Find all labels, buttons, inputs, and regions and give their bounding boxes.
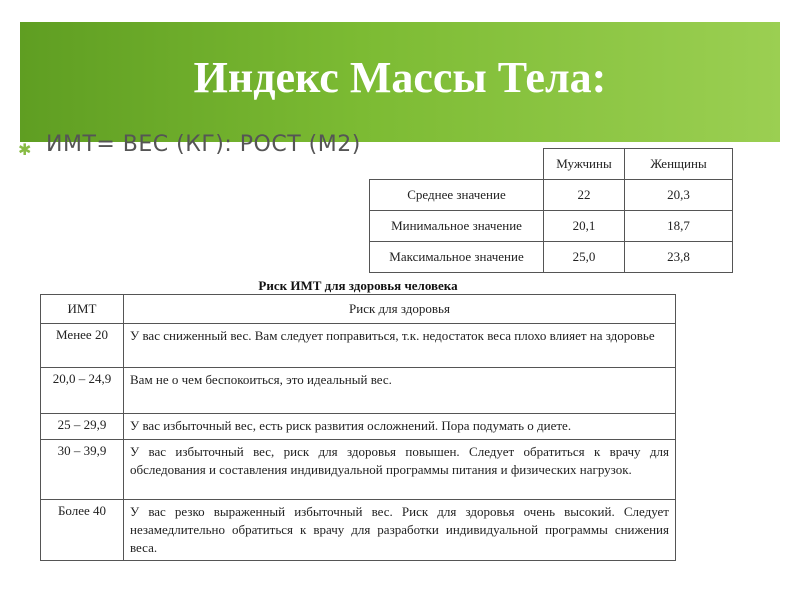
risk-row-bmi: 25 – 29,9 <box>41 414 124 440</box>
stats-row-men: 20,1 <box>544 211 625 242</box>
stats-row-men: 25,0 <box>544 242 625 273</box>
stats-table <box>369 148 733 273</box>
risk-header-bmi: ИМТ <box>41 295 124 324</box>
stats-row-men: 22 <box>544 180 625 211</box>
risk-row <box>41 440 676 500</box>
risk-row-text: У вас сниженный вес. Вам следует поправиться, т.к. недостаток веса плохо влияет на здоровье <box>124 324 676 368</box>
stats-row-label: Среднее значение <box>370 180 544 211</box>
risk-row <box>41 324 676 368</box>
risk-row <box>41 368 676 414</box>
risk-row-text: Вам не о чем беспокоиться, это идеальный вес. <box>124 368 676 414</box>
risk-table-title: Риск ИМТ для здоровья человека <box>258 278 458 293</box>
slide-title: Индекс Массы Тела: <box>193 53 607 102</box>
risk-table <box>40 294 676 561</box>
stats-row-women: 23,8 <box>625 242 733 273</box>
risk-row-text: У вас резко выраженный избыточный вес. Риск для здоровья очень высокий. Следует незамедлительно обратиться к врачу для разработки индивидуальной программы снижения веса. <box>124 500 676 561</box>
risk-row-bmi: 20,0 – 24,9 <box>41 368 124 414</box>
risk-row <box>41 500 676 561</box>
risk-header-risk: Риск для здоровья <box>124 295 676 324</box>
risk-row-bmi: Менее 20 <box>41 324 124 368</box>
stats-row-label: Максимальное значение <box>370 242 544 273</box>
risk-header-row <box>41 295 676 324</box>
stats-row-label: Минимальное значение <box>370 211 544 242</box>
stats-row <box>370 242 733 273</box>
stats-row <box>370 211 733 242</box>
stats-header-row <box>370 149 733 180</box>
risk-row-text: У вас избыточный вес, риск для здоровья повышен. Следует обратиться к врачу для обследования и составления индивидуальной программы питания и физических нагрузок. <box>124 440 676 500</box>
stats-row-women: 20,3 <box>625 180 733 211</box>
risk-row <box>41 414 676 440</box>
stats-row-women: 18,7 <box>625 211 733 242</box>
bmi-formula: ИМТ= ВЕС (КГ): РОСТ (М2) <box>46 132 361 157</box>
risk-row-bmi: Более 40 <box>41 500 124 561</box>
stats-row <box>370 180 733 211</box>
stats-header-women: Женщины <box>625 149 733 180</box>
cross-bullet-icon: ✱ <box>18 140 32 159</box>
risk-row-bmi: 30 – 39,9 <box>41 440 124 500</box>
stats-header-men: Мужчины <box>544 149 625 180</box>
risk-row-text: У вас избыточный вес, есть риск развития осложнений. Пора подумать о диете. <box>124 414 676 440</box>
stats-header-empty <box>370 149 544 180</box>
